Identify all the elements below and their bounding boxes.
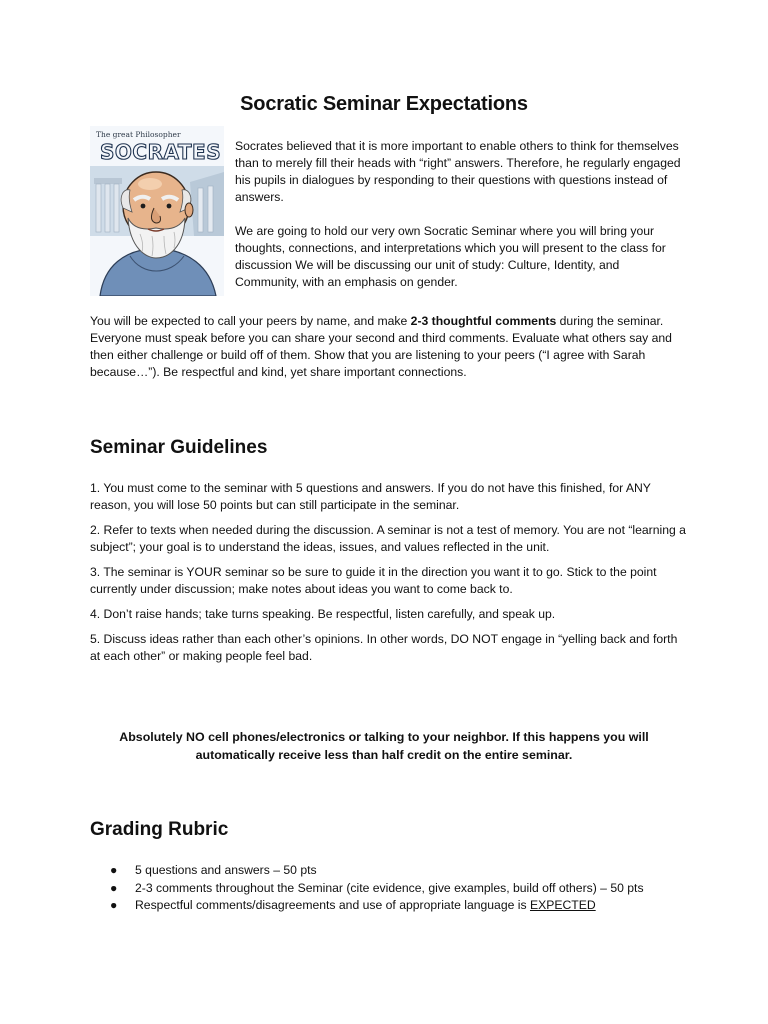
expectations-text-start: You will be expected to call your peers by name, and make bbox=[90, 314, 411, 328]
rubric-item bbox=[110, 897, 644, 915]
rubric-item-text: Respectful comments/disagreements and use of appropriate language is bbox=[135, 898, 530, 912]
illustration-caption: The great Philosopher bbox=[96, 130, 181, 139]
guidelines-heading: Seminar Guidelines bbox=[90, 437, 268, 458]
rubric-item-text: 5 questions and answers – 50 pts bbox=[135, 863, 317, 877]
expectations-text-end: during the seminar. Everyone must speak before you can share your second and third comments. Evaluate what others say and then either challenge or build off of them. Show that you are listening to your peers (“I agree with Sarah because…”). Be respectful and kind, yet share important connections. bbox=[90, 314, 672, 379]
expectations-paragraph bbox=[90, 313, 690, 381]
socrates-portrait-image bbox=[90, 126, 224, 296]
rubric-item bbox=[110, 880, 644, 898]
guideline-item: 3. The seminar is YOUR seminar so be sure to guide it in the direction you want it to go. Stick to the point currently under discussion; make notes about ideas you want to come back to. bbox=[90, 565, 657, 596]
electronics-warning: Absolutely NO cell phones/electronics or talking to your neighbor. If this happens you will automatically receive less than half credit on the entire seminar. bbox=[119, 730, 649, 762]
rubric-item-text: 2-3 comments throughout the Seminar (cite evidence, give examples, build off others) – 50 pts bbox=[135, 880, 644, 895]
bullet-icon: ● bbox=[110, 880, 118, 895]
rubric-item bbox=[110, 862, 644, 880]
rubric-list bbox=[110, 862, 644, 915]
bullet-icon: ● bbox=[110, 898, 118, 912]
page-title: Socratic Seminar Expectations bbox=[240, 93, 528, 115]
intro-text bbox=[235, 138, 685, 308]
guideline-item: 4. Don’t raise hands; take turns speaking. Be respectful, listen carefully, and speak up. bbox=[90, 607, 556, 621]
illustration-name: SOCRATES bbox=[100, 140, 222, 164]
intro-paragraph: Socrates believed that it is more important to enable others to think for themselves than to merely fill their heads with “right” answers. Therefore, he regularly engaged his pupils in dialogues by responding to their questions with questions instead of answers. bbox=[235, 139, 681, 204]
expectations-emphasis: 2-3 thoughtful comments bbox=[410, 314, 557, 328]
guideline-item: 1. You must come to the seminar with 5 questions and answers. If you do not have this finished, for ANY reason, you will lose 50 points but can still participate in the seminar. bbox=[90, 481, 651, 512]
guideline-item: 2. Refer to texts when needed during the discussion. A seminar is not a test of memory. You are not “learning a subject”; your goal is to understand the ideas, issues, and values reflected in the unit. bbox=[90, 523, 686, 554]
rubric-expected-emphasis: EXPECTED bbox=[529, 898, 596, 912]
guideline-item: 5. Discuss ideas rather than each other’s opinions. In other words, DO NOT engage in “yelling back and forth at each other” or making people feel bad. bbox=[90, 632, 678, 663]
guidelines-list bbox=[90, 480, 690, 673]
socrates-illustration bbox=[90, 126, 224, 296]
bullet-icon: ● bbox=[110, 863, 118, 877]
rubric-heading: Grading Rubric bbox=[90, 819, 229, 840]
intro-paragraph: We are going to hold our very own Socratic Seminar where you will bring your thoughts, connections, and interpretations which you will present to the class for discussion We will be discussing our unit of study: Culture, Identity, and Community, with an emphasis on gender. bbox=[235, 224, 666, 289]
